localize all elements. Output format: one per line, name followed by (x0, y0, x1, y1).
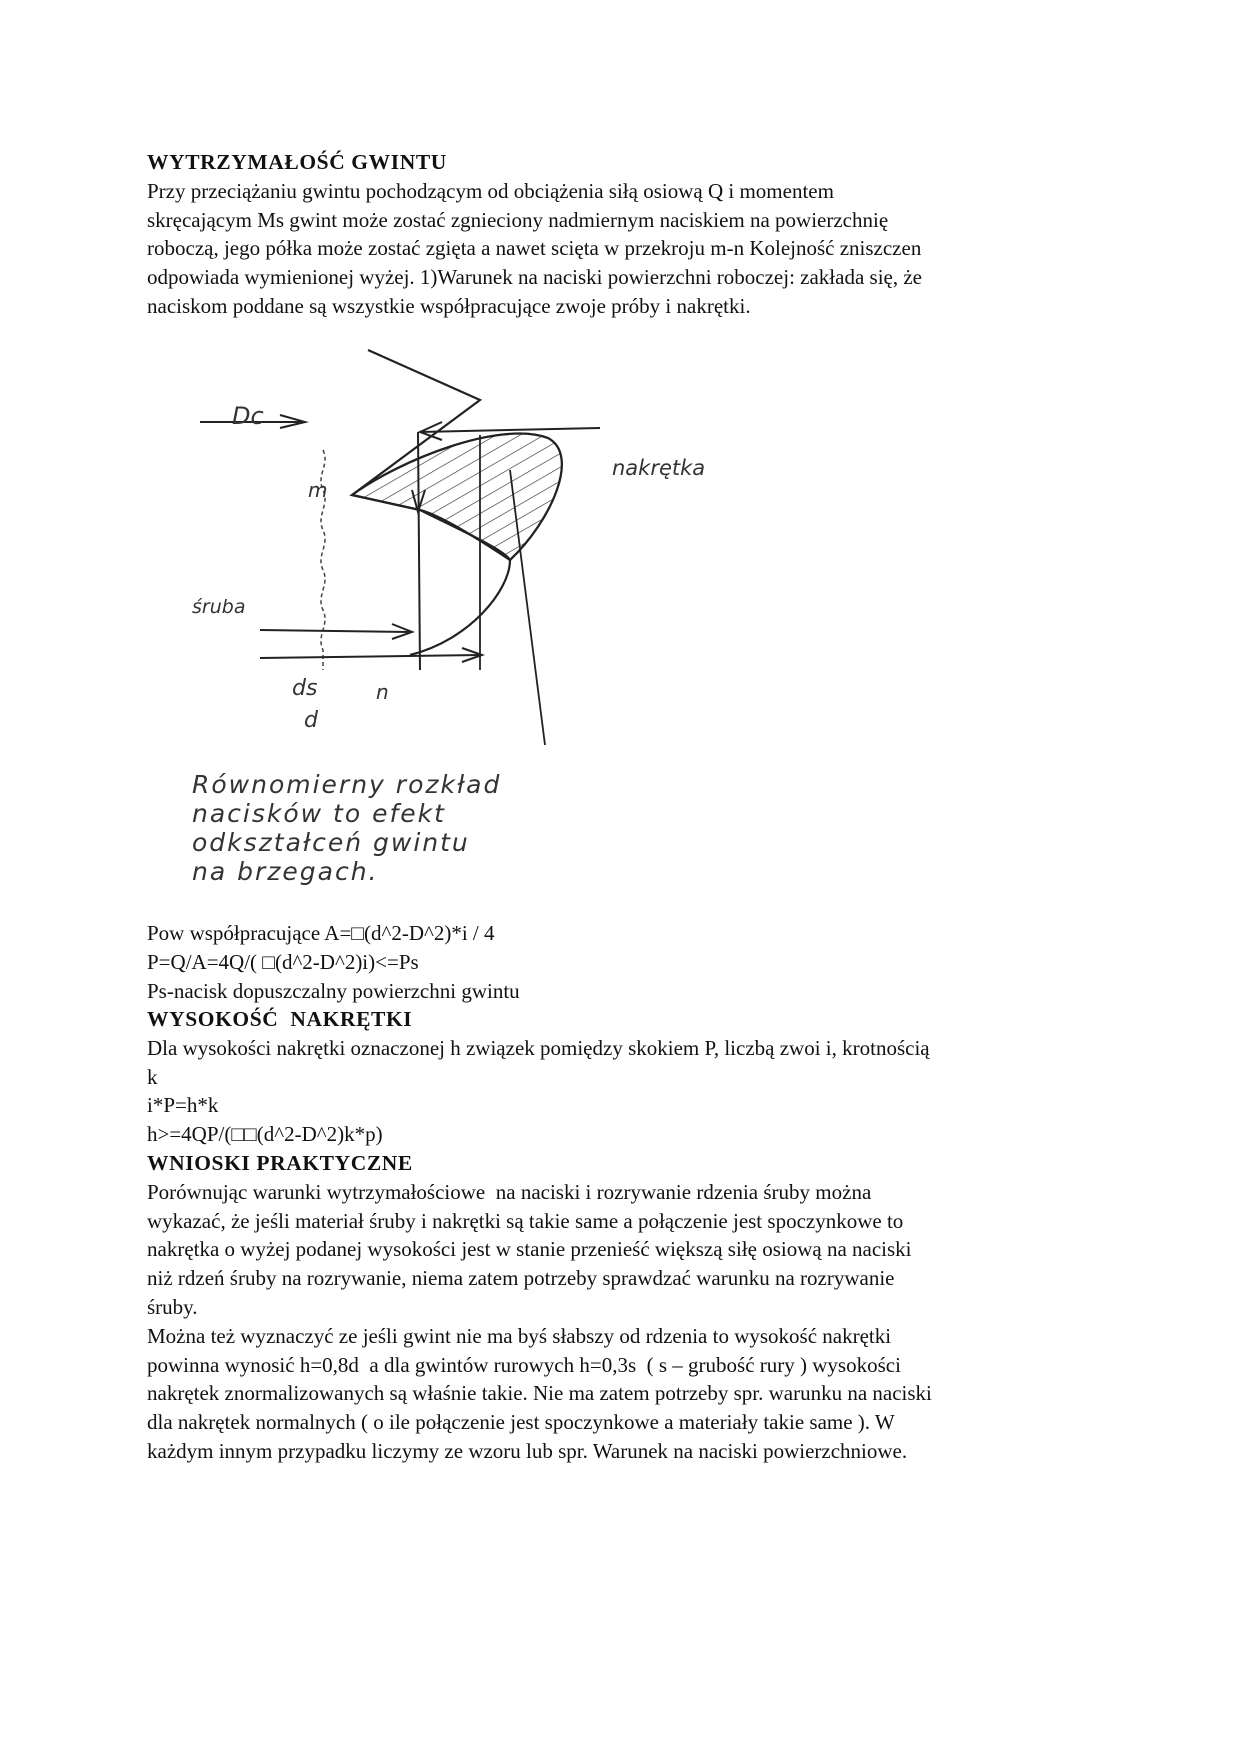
formula-line: Pow współpracujące A=□(d^2-D^2)*i / 4 (147, 921, 495, 945)
paragraph-line: niż rdzeń śruby na rozrywanie, niema zatem potrzeby sprawdzać warunku na rozrywanie (147, 1266, 895, 1291)
paragraph-line: każdym innym przypadku liczymy ze wzoru lub spr. Warunek na naciski powierzchniowe. (147, 1438, 908, 1463)
paragraph-line: naciskom poddane są wszystkie współpracujące zwoje próby i nakrętki. (147, 293, 751, 318)
paragraph-line: wykazać, że jeśli materiał śruby i nakrętki są takie same a połączenie jest spoczynkowe to (147, 1208, 904, 1233)
label-screw: śruba (192, 596, 246, 618)
d-dimension-line (260, 655, 480, 658)
label-n: n (376, 680, 389, 704)
label-d: d (304, 708, 318, 733)
paragraph-line: Można też wyznaczyć ze jeśli gwint nie ma byś słabszy od rdzenia to wysokość nakrętki (147, 1323, 892, 1348)
note-line: nacisków to efekt (192, 799, 446, 828)
paragraph-line: skręcającym Ms gwint może zostać zgnieciony nadmiernym naciskiem na powierzchnię (147, 207, 889, 232)
formulas-block (147, 919, 1087, 1005)
note-line: odkształceń gwintu (192, 828, 470, 857)
paragraph-line: nakrętek znormalizowanych są właśnie takie. Nie ma zatem potrzeby spr. warunku na naciski (147, 1381, 932, 1406)
formula-line: P=Q/A=4Q/( □(d^2-D^2)i)<=Ps (147, 949, 419, 974)
ds-dimension-line (260, 630, 410, 632)
formula-line: Ps-nacisk dopuszczalny powierzchni gwintu (147, 978, 520, 1003)
nut-arrow-line (420, 428, 600, 432)
paragraph-line: odpowiada wymienionej wyżej. 1)Warunek na naciski powierzchni roboczej: zakłada się, że (147, 265, 923, 290)
note-line: na brzegach. (192, 857, 379, 886)
heading-conclusions: WNIOSKI PRAKTYCZNE (147, 1151, 413, 1175)
paragraph-line: nakrętka o wyżej podanej wysokości jest w stanie przenieść większą siłę osiową na naciski (147, 1237, 912, 1262)
label-nut: nakrętka (612, 456, 706, 480)
paragraph-line: śruby. (147, 1294, 198, 1319)
heading-nut-height: WYSOKOŚĆ NAKRĘTKI (147, 1007, 413, 1031)
section-conclusions (147, 1149, 1087, 1466)
note-line: Równomierny rozkład (192, 770, 502, 799)
paragraph-line: roboczą, jego półka może zostać zgięta a nawet scięta w przekroju m-n Kolejność zniszczen (147, 236, 922, 261)
heading-thread-strength: WYTRZYMAŁOŚĆ GWINTU (147, 150, 447, 174)
label-dc: Dc (232, 402, 264, 430)
handwritten-note (192, 770, 501, 886)
paragraph-line: Przy przeciążaniu gwintu pochodzącym od obciążenia siłą osiową Q i momentem (147, 178, 834, 203)
section-nut-height (147, 1005, 1087, 1149)
label-m: m (308, 478, 328, 502)
paragraph-line: k (147, 1064, 158, 1089)
paragraph-line: h>=4QP/(□□(d^2-D^2)k*p) (147, 1122, 383, 1147)
paragraph-line: dla nakrętek normalnych ( o ile połączenie jest spoczynkowe a materiały takie same ). W (147, 1410, 895, 1435)
hatched-thread-tooth (352, 434, 562, 560)
paragraph-line: powinna wynosić h=0,8d a dla gwintów rurowych h=0,3s ( s – grubość rury ) wysokości (147, 1352, 901, 1377)
paragraph-line: i*P=h*k (147, 1093, 219, 1118)
label-ds: ds (292, 676, 318, 701)
paragraph-line: Dla wysokości nakrętki oznaczonej h związek pomiędzy skokiem P, liczbą zwoi i, krotnością (147, 1035, 930, 1060)
paragraph-line: Porównując warunki wytrzymałościowe na naciski i rozrywanie rdzenia śruby można (147, 1179, 872, 1204)
section-strength (147, 148, 1087, 321)
